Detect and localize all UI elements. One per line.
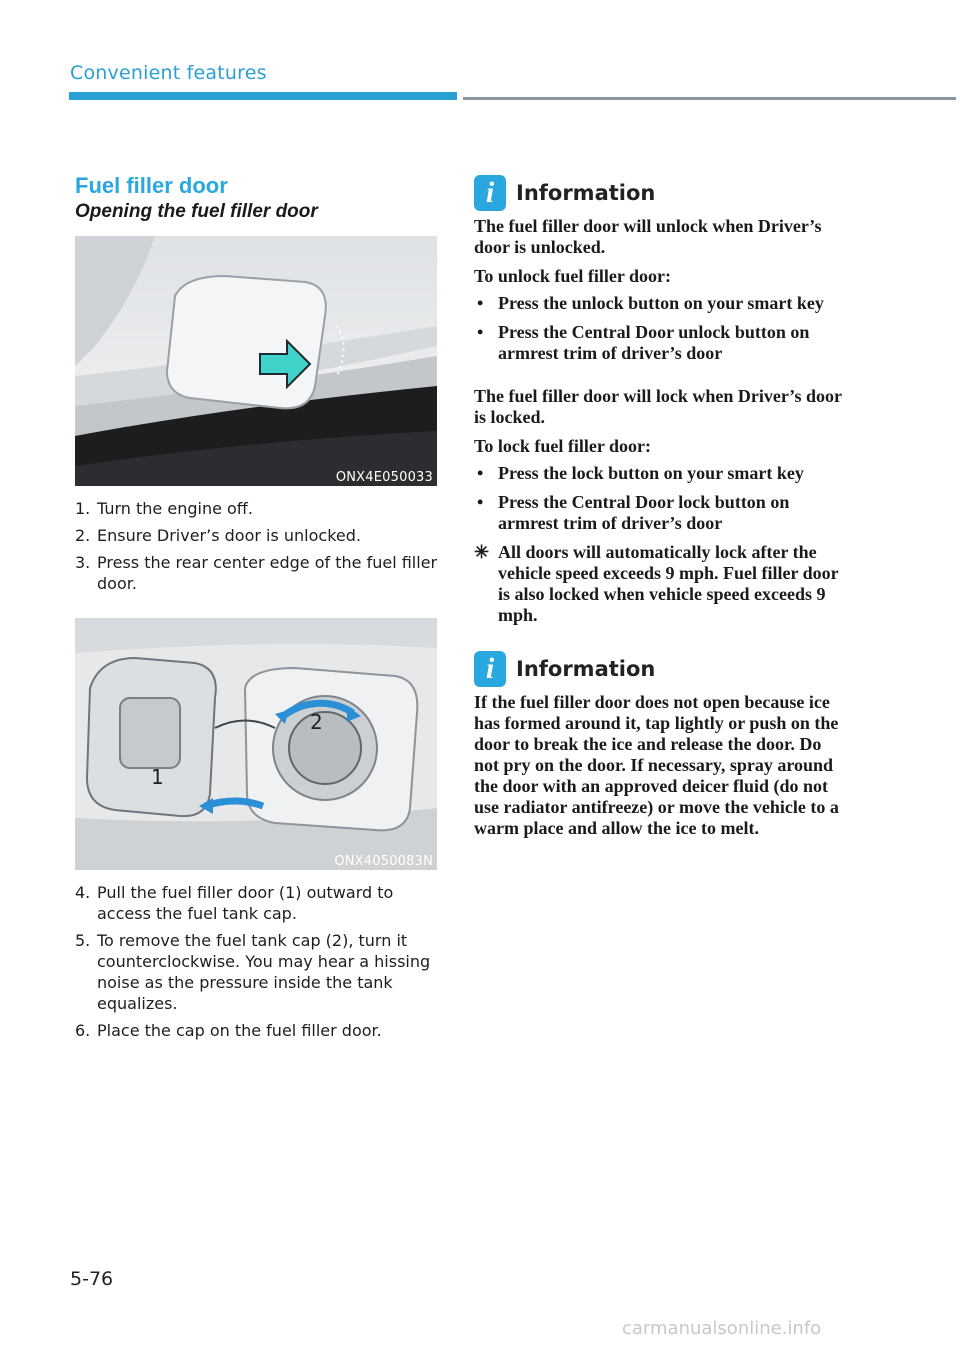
header-section-title: Convenient features (70, 62, 267, 84)
info-header (474, 650, 846, 688)
callout-2: 2 (310, 710, 323, 734)
info-icon: i (474, 175, 506, 211)
info-paragraph: If the fuel filler door does not open because ice has formed around it, tap lightly or push on the door to break the ice and release the door. Do not pry on the door. If necessary, spray around the door with an approved deicer fluid (do not use radiator antifreeze) or move the vehicle to a warm place and allow the ice to melt. (474, 692, 839, 838)
figure-fuel-door-open (75, 618, 437, 870)
list-item: • Press the lock button on your smart key (474, 463, 846, 484)
list-item: • Press the Central Door unlock button on armrest trim of driver’s door (474, 322, 846, 364)
fuel-door-open-illustration (75, 618, 437, 870)
info-paragraph: The fuel filler door will unlock when Driver’s door is unlocked. (474, 216, 822, 257)
note: ✳ All doors will automatically lock after the vehicle speed exceeds 9 mph. Fuel filler door is also locked when vehicle speed exceeds 9 mph. (474, 542, 839, 625)
bullet-list (474, 463, 846, 534)
left-column (75, 172, 440, 1047)
info-title: Information (516, 181, 656, 205)
header-rule-grey (463, 97, 956, 100)
steps-list-b (75, 882, 440, 1041)
info-title: Information (516, 657, 656, 681)
note-star-icon: ✳ (474, 542, 490, 562)
steps-list-a (75, 498, 440, 594)
list-item: 3. Press the rear center edge of the fuel filler door. (75, 553, 438, 593)
list-item: 5. To remove the fuel tank cap (2), turn it counterclockwise. You may hear a hissing noise as the pressure inside the tank equalizes. (75, 931, 431, 1013)
right-column (474, 174, 846, 839)
info-icon: i (474, 651, 506, 687)
sub-title: Opening the fuel filler door (75, 201, 318, 222)
info-paragraph: To lock fuel filler door: (474, 436, 651, 456)
figure-code: ONX4050083N (334, 854, 433, 869)
info-header (474, 174, 846, 212)
page-number: 5-76 (70, 1268, 114, 1290)
section-title: Fuel filler door (75, 173, 228, 198)
header-rule-accent (69, 92, 457, 100)
list-item: 4. Pull the fuel filler door (1) outward to access the fuel tank cap. (75, 883, 394, 923)
callout-1: 1 (151, 765, 164, 789)
list-item: 6. Place the cap on the fuel filler door. (75, 1021, 382, 1040)
info-paragraph: The fuel filler door will lock when Driver’s door is locked. (474, 386, 842, 427)
fuel-door-closed-illustration (75, 236, 437, 486)
figure-fuel-door-closed (75, 236, 437, 486)
watermark: carmanualsonline.info (622, 1318, 822, 1339)
info-paragraph: To unlock fuel filler door: (474, 266, 672, 286)
figure-code: ONX4E050033 (335, 470, 433, 485)
list-item: 2. Ensure Driver’s door is unlocked. (75, 526, 361, 545)
list-item: • Press the Central Door lock button on armrest trim of driver’s door (474, 492, 846, 534)
list-item: 1. Turn the engine off. (75, 499, 253, 518)
bullet-list (474, 293, 846, 364)
list-item: • Press the unlock button on your smart key (474, 293, 846, 314)
